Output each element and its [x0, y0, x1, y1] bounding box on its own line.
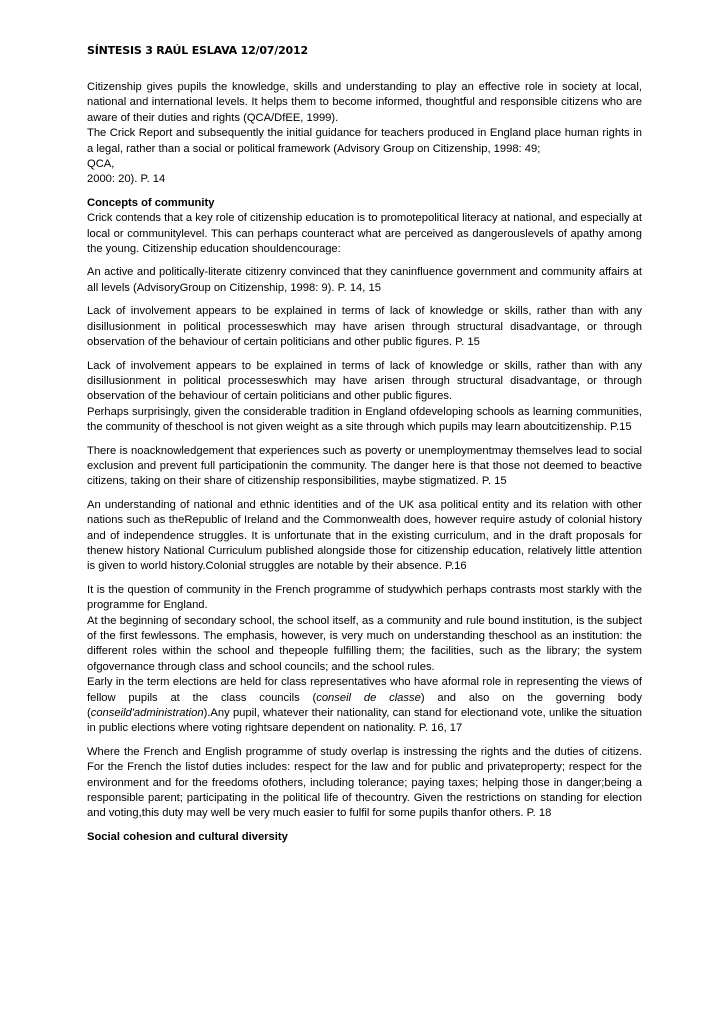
paragraph: The Crick Report and subsequently the initial guidance for teachers produced in England place human rights in a legal, rather than a social or political framework (Advisory Group on Citizenship, 1998: 49;	[87, 127, 642, 155]
paragraph	[87, 675, 642, 737]
spacer	[87, 575, 642, 583]
paragraph: Lack of involvement appears to be explained in terms of lack of knowledge or skills, rather than with any disillusionment in political processeswhich may have arisen through structural disadvantage, or through observation of the behaviour of certain politicians and other public figures.	[87, 359, 642, 403]
text-run: Early in the term elections are held for class representatives who have aformal role in representing the views of fellow pupils at the class councils (	[87, 676, 642, 704]
spacer	[87, 188, 642, 196]
document-body	[87, 80, 642, 845]
paragraph: Citizenship gives pupils the knowledge, skills and understanding to play an effective role in society at local, national and international levels. It helps them to become informed, thoughtful and responsible citizens who are aware of their duties and rights (QCA/DfEE, 1999).	[87, 81, 642, 124]
paragraph: Crick contends that a key role of citizenship education is to promotepolitical literacy at national, and especially at local or communitylevel. This can perhaps counteract what are perceived as dangerouslevels of apathy among the young. Citizenship education shouldencourage:	[87, 212, 642, 256]
spacer	[87, 257, 642, 265]
spacer	[87, 296, 642, 304]
paragraph: Lack of involvement appears to be explained in terms of lack of knowledge or skills, rather than with any disillusionment in political processeswhich may have arisen through structural disadvantage, or through observation of the behaviour of certain politicians and other public figures. P. 15	[87, 305, 642, 349]
paragraph: At the beginning of secondary school, the school itself, as a community and rule bound institution, is the subject of the first fewlessons. The emphasis, however, is very much on understanding theschool as an institution: the different roles within the school and thepeople fulfilling them; the facilities, such as the library; the system ofgovernance through class and school councils; and the school rules.	[87, 614, 642, 673]
paragraph: QCA,	[87, 158, 115, 171]
paragraph: 2000: 20). P. 14	[87, 173, 166, 186]
italic-term: conseild'administration	[90, 707, 204, 720]
paragraph: An active and politically-literate citizenry convinced that they caninfluence government and community affairs at all levels (AdvisoryGroup on Citizenship, 1998: 9). P. 14, 15	[87, 266, 642, 294]
spacer	[87, 822, 642, 830]
spacer	[87, 737, 642, 745]
text-run: ) and also on the governing body (	[87, 691, 642, 720]
spacer	[87, 351, 642, 359]
paragraph: Where the French and English programme of study overlap is instressing the rights and the duties of citizens. For the French the listof duties includes: respect for the law and for public and privateproperty; respect for the environment and for the freedoms ofothers, including tolerance; paying taxes; helping those in danger;being a responsible parent; participating in the political life of thecountry. Given the restrictions on standing for election and voting,this duty may well be very much easier to fulfil for some pupils thanfor others. P. 18	[87, 745, 642, 820]
italic-term: conseil de classe	[316, 691, 421, 704]
text-run: ).Any pupil, whatever their nationality, can stand for electionand vote, unlike the situation in public elections where voting rightsare dependent on nationality. P. 16, 17	[87, 707, 642, 735]
section-heading: Concepts of community	[87, 196, 215, 209]
section-heading: Social cohesion and cultural diversity	[87, 830, 288, 843]
paragraph: An understanding of national and ethnic identities and of the UK asa political entity and its relation with other nations such as theRepublic of Ireland and the Commonwealth does, however require astudy of colonial history and of independence struggles. It is unfortunate that in the existing curriculum, and in the draft proposals for thenew history National Curriculum published alongside those for citizenship education, relatively little attention is given to world history.Colonial struggles are notable by their absence. P.16	[87, 498, 642, 573]
paragraph: Perhaps surprisingly, given the considerable tradition in England ofdeveloping schools as learning communities, the community of theschool is not given weight as a site through which pupils may learn aboutcitizenship. P.15	[87, 405, 642, 434]
spacer	[87, 490, 642, 498]
spacer	[87, 436, 642, 444]
paragraph: There is noacknowledgement that experiences such as poverty or unemploymentmay themselves lead to social exclusion and prevent full participationin the community. The danger here is that those not deemed to beactive citizens, taking on their share of citizenship responsibilities, maybe stigmatized. P. 15	[87, 444, 642, 488]
document-header: SÍNTESIS 3 RAÚL ESLAVA 12/07/2012	[87, 44, 308, 57]
paragraph: It is the question of community in the French programme of studywhich perhaps contrasts most starkly with the programme for England.	[87, 583, 642, 612]
